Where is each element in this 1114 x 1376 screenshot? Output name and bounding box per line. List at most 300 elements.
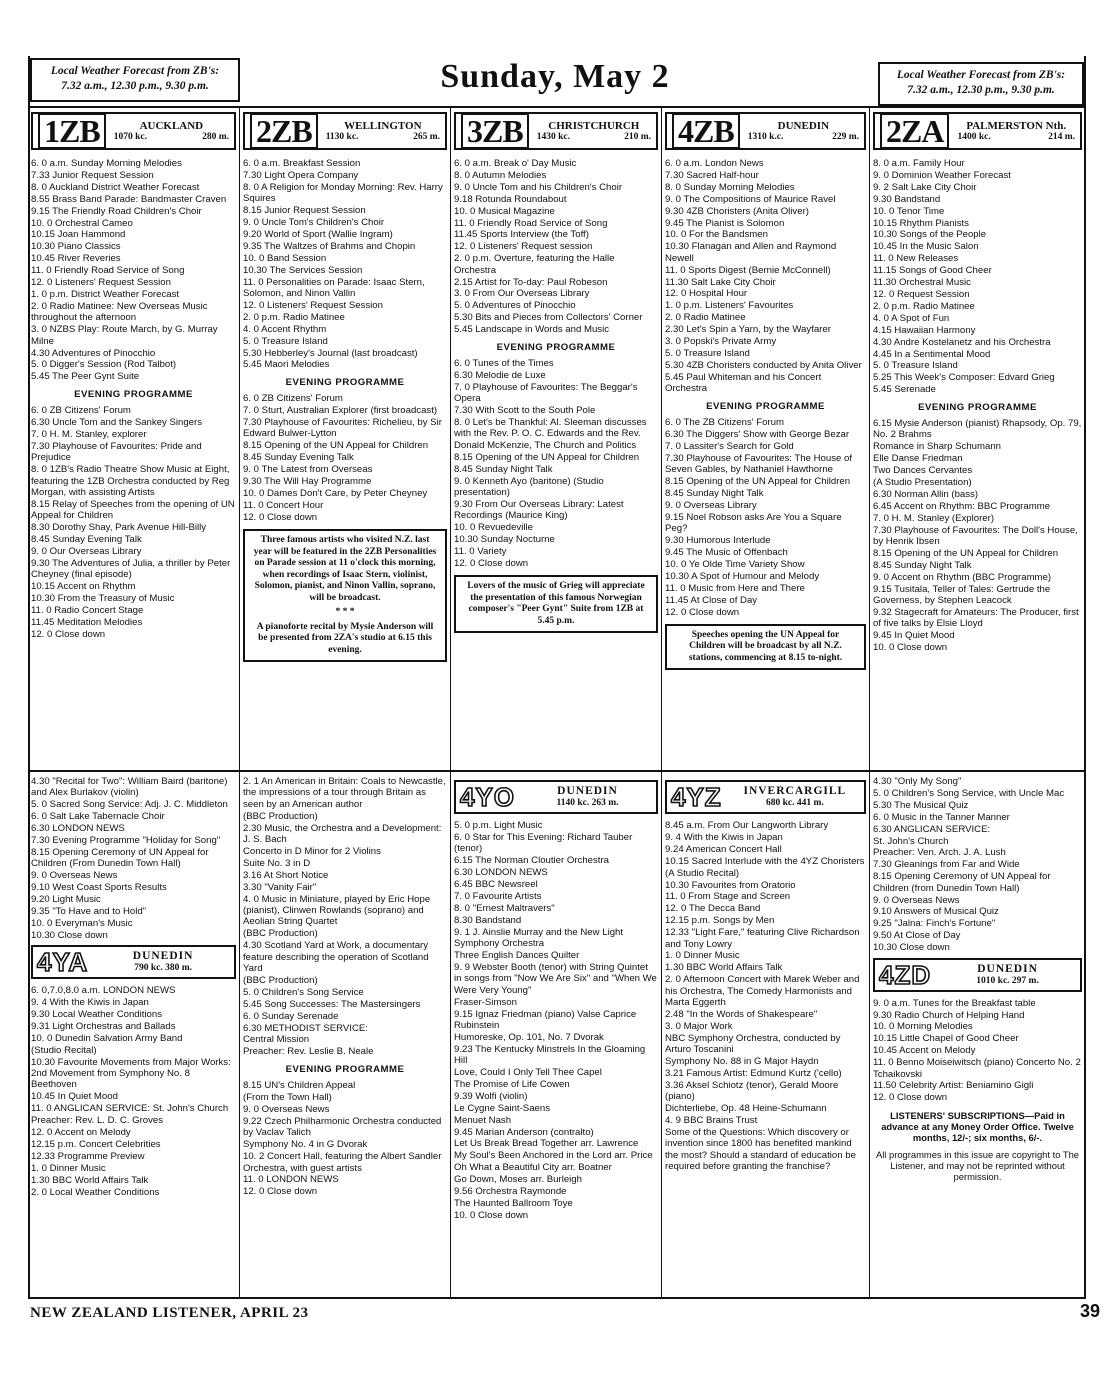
schedule-item: 4. 0 Accent Rhythm (243, 323, 327, 335)
schedule-item: 9.15 The Friendly Road Children's Choir (31, 205, 202, 217)
schedule-item: 6. 0 a.m. Breakfast Session (243, 158, 361, 169)
schedule-item: 10.30 From the Treasury of Music (31, 593, 175, 605)
schedule-item: 11. 0 Music from Here and There (665, 582, 805, 594)
schedule-item: 9.20 Light Music (31, 894, 101, 906)
schedule-item: 8. 0 Autumn Melodies (454, 169, 547, 181)
schedule-item: 2. 0 Radio Matinee: New Overseas Music throughout the afternoon (31, 300, 208, 324)
schedule-item: Fraser-Simson (454, 996, 517, 1008)
schedule-item: 12. 0 Listeners' Request Session (243, 299, 383, 311)
station-callsign: 1ZB (38, 113, 106, 149)
schedule-item: 8.30 Bandstand (454, 914, 522, 926)
schedule-item: 9.32 Stagecraft for Amateurs: The Producer, first of five talks by Elsie Lloyd (873, 607, 1079, 630)
section-heading: EVENING PROGRAMME (74, 388, 193, 400)
schedule-item: (BBC Production) (243, 810, 318, 822)
station-metres: 265 m. (413, 131, 440, 142)
schedule-item: My Soul's Been Anchored in the Lord arr. Price (454, 1150, 653, 1162)
schedule-item: 9. 4 With the Kiwis in Japan (665, 831, 783, 843)
schedule-item: Suite No. 3 in D (243, 857, 311, 869)
schedule-item: 8.15 Junior Request Session (243, 205, 366, 217)
schedule-item: 6.30 Uncle Tom and the Sankey Singers (31, 417, 203, 429)
programme-note (243, 529, 447, 662)
schedule-item: St. John's Church (873, 835, 949, 847)
schedule-item: 8.45 Sunday Evening Talk (243, 452, 354, 464)
station-city: DUNEDIN (977, 962, 1038, 975)
station-header (873, 112, 1082, 150)
schedule-item: 10.15 Rhythm Pianists (873, 217, 969, 229)
schedule-item: 2. 0 Afternoon Concert with Marek Weber and his Orchestra, The Comedy Harmonists and Marta Eggerth (665, 974, 860, 1009)
schedule-item: 3. 0 NZBS Play: Route March, by G. Murray Milne (31, 324, 218, 347)
station-name-block (748, 120, 859, 143)
schedule-item: 8. 0 Sunday Morning Melodies (665, 181, 795, 193)
schedule-item: 5.30 The Musical Quiz (873, 799, 969, 811)
schedule-item: 10.45 Accent on Melody (873, 1045, 976, 1057)
station-callsign: 4YA (37, 947, 89, 978)
station-callsign: 2ZA (880, 113, 949, 149)
schedule-item: 11.45 Meditation Melodies (31, 616, 143, 628)
schedule-item: 11. 0 Concert Hour (243, 499, 324, 511)
schedule-item: Dichterliebe, Op. 48 Heine-Schumann (665, 1103, 827, 1115)
column-4ya (31, 776, 236, 1294)
right-rule (1084, 56, 1086, 1299)
station-name-block (537, 120, 651, 143)
section-heading: EVENING PROGRAMME (496, 341, 616, 353)
schedule-item: 12.33 Programme Preview (31, 1150, 145, 1162)
schedule-item: 2. 0 p.m. Overture, featuring the Halle Orchestra (454, 253, 615, 276)
schedule-item: 7.30 Playhouse of Favourites: The House of Seven Gables, by Nathaniel Hawthorne (665, 452, 853, 476)
schedule-item: 2. 0 Local Weather Conditions (31, 1186, 160, 1198)
schedule-item: 5.45 Landscape in Words and Music (454, 324, 610, 336)
schedule-item: 6. 0 ZB Citizens' Forum (243, 393, 343, 405)
station-name-block (96, 950, 230, 974)
schedule-item: 7.30 With Scott to the South Pole (454, 405, 596, 417)
station-name-block (730, 785, 860, 809)
schedule-item: 9.30 Radio Church of Helping Hand (873, 1009, 1025, 1021)
schedule-item: 11.30 Salt Lake City Choir (665, 276, 776, 288)
schedule-item: 7.30 Playhouse of Favourites: Richelieu, by Sir Edward Bulwer-Lytton (243, 417, 442, 440)
station-callsign: 3ZB (461, 113, 529, 149)
schedule-item: 10. 0 Dames Don't Care, by Peter Cheyney (243, 487, 428, 499)
schedule-item: (A Studio Recital) (665, 867, 740, 879)
schedule-item: 8.55 Brass Band Parade: Bandmaster Craven (31, 193, 227, 205)
footer-masthead: NEW ZEALAND LISTENER, APRIL 23 (30, 1305, 309, 1321)
station-frequency (326, 132, 440, 143)
schedule-item: 10. 0 Close down (454, 1209, 529, 1221)
schedule-item: NBC Symphony Orchestra, conducted by Arturo Toscanini (665, 1032, 841, 1056)
schedule-item: 12. 0 Close down (873, 1092, 948, 1104)
schedule-item: 12.15 p.m. Songs by Men (665, 915, 775, 927)
weather-box-left (30, 58, 240, 102)
schedule-item: 6. 0 Music in the Tanner Manner (873, 811, 1010, 823)
schedule-item: 10.30 The Services Session (243, 264, 363, 276)
schedule-item: 9.30 Bandstand (873, 193, 941, 205)
station-header (31, 945, 236, 979)
schedule-item: 6.30 Melodie de Luxe (454, 369, 546, 381)
schedule-item: 3.16 At Short Notice (243, 869, 329, 881)
schedule-item: 9.45 Marian Anderson (contralto) (454, 1126, 594, 1138)
schedule-item: 7.30 Playhouse of Favourites: The Doll's House, by Henrik Ibsen (873, 524, 1078, 548)
copyright-notice: All programmes in this issue are copyright to The Listener, and may not be reprinted without permission. (875, 1148, 1080, 1182)
station-city: DUNEDIN (132, 950, 194, 963)
schedule-item: 6. 0,7.0,8.0 a.m. LONDON NEWS (31, 985, 176, 997)
schedule-item: 4. 0 Music in Miniature, played by Eric Hope (pianist), Clinwen Rowlands (soprano) and Aeolian String Quartet (243, 893, 431, 928)
schedule-item: 9.39 Wolfi (violin) (454, 1090, 528, 1102)
top-rule (28, 106, 1086, 108)
schedule-item: 7.30 Evening Programme "Holiday for Song" (31, 835, 221, 847)
schedule-item: 6.30 Norman Allin (bass) (873, 488, 979, 500)
schedule-item: 9.56 Orchestra Raymonde (454, 1186, 567, 1198)
section-heading: EVENING PROGRAMME (285, 1063, 405, 1075)
schedule-item: 12. 0 Close down (243, 1186, 318, 1198)
schedule-item: 9. 0 Overseas News (873, 894, 960, 906)
schedule-item: 2. 0 Radio Matinee (665, 312, 746, 324)
station-name-block (326, 120, 440, 143)
schedule-item: 9.15 Noel Robson asks Are You a Square Peg? (665, 511, 842, 535)
schedule-item: Elle Danse Friedman (873, 453, 963, 465)
station-metres: 210 m. (624, 131, 651, 142)
weather-box-right (878, 62, 1084, 106)
schedule-item: 8.45 a.m. From Our Langworth Library (665, 820, 829, 831)
section-heading: EVENING PROGRAMME (285, 376, 405, 388)
schedule-item: 8.15 Opening of the UN Appeal for Children (873, 548, 1059, 559)
station-city: DUNEDIN (557, 785, 618, 797)
station-callsign: 4ZD (879, 959, 932, 990)
station-kc: 1310 k.c. (747, 131, 784, 142)
section-heading: EVENING PROGRAMME (706, 400, 825, 412)
schedule-item: 9. 0 a.m. Tunes for the Breakfast table (873, 997, 1036, 1009)
schedule-item: 3. 0 Major Work (665, 1020, 733, 1032)
station-frequency: 680 kc. 441 m. (765, 798, 824, 808)
schedule-item: 12. 0 Close down (31, 628, 106, 640)
station-column-2za (873, 112, 1082, 768)
schedule-item: 6.30 ANGLICAN SERVICE: (873, 823, 991, 835)
schedule-item: 5.45 Song Successes: The Mastersingers (243, 998, 421, 1010)
schedule-item: Three English Dances Quilter (454, 949, 580, 961)
schedule-item: Go Down, Moses arr. Burleigh (454, 1174, 582, 1186)
schedule-item: 11. 0 Benno Moiseiwitsch (piano) Concerto No. 2 Tchaikovski (873, 1057, 1081, 1080)
schedule-item: 4.30 "Recital for Two": William Baird (baritone) and Alex Burlakov (violin) (31, 776, 228, 799)
schedule-item: 9.15 Ignaz Friedman (piano) Valse Caprice Rubinstein (454, 1008, 637, 1031)
schedule-item: 7.30 Light Opera Company (243, 169, 359, 181)
schedule-item: 8. 0 Auckland District Weather Forecast (31, 181, 200, 193)
schedule-item: 9.25 "Jalna: Finch's Fortune" (873, 918, 996, 930)
schedule-item: 9.35 "To Have and to Hold" (31, 905, 147, 917)
schedule-item: 6.15 Mysie Anderson (pianist) Rhapsody, Op. 79, No. 2 Brahms (873, 418, 1082, 441)
schedule-item: 11.30 Orchestral Music (873, 277, 971, 289)
schedule-item: 9.22 Czech Philharmonic Orchestra conducted by Vaclav Talich (243, 1115, 442, 1139)
station-city: CHRISTCHURCH (548, 119, 640, 132)
station-column-2zb (243, 112, 447, 768)
schedule-item: 10.30 A Spot of Humour and Melody (665, 570, 820, 582)
schedule-item: 2.30 Let's Spin a Yarn, by the Wayfarer (665, 324, 831, 336)
schedule-item: 12.15 p.m. Concert Celebrities (31, 1138, 161, 1150)
schedule-item: 9. 2 Salt Lake City Choir (873, 181, 977, 193)
schedule-item: 11. 0 LONDON NEWS (243, 1174, 339, 1186)
schedule-item: 9.30 Humorous Interlude (665, 535, 771, 547)
schedule-item: 8. 0 A Religion for Monday Morning: Rev. Harry Squires (243, 181, 443, 205)
schedule-item: 4.30 Andre Kostelanetz and his Orchestra (873, 336, 1051, 348)
station-header (243, 112, 447, 150)
schedule-item: 1. 0 Dinner Music (665, 950, 740, 962)
schedule-item: 12. 0 Close down (454, 557, 529, 569)
schedule-item: 2. 0 p.m. Radio Matinee (243, 311, 345, 323)
schedule-item: 11. 0 Friendly Road Service of Song (31, 265, 185, 277)
schedule-item: 9.30 From Our Overseas Library: Latest Recordings (Maurice King) (454, 498, 624, 522)
schedule-item: 9.45 The Pianist is Solomon (665, 217, 785, 229)
col-rule (661, 106, 662, 1297)
schedule-item: 5.45 Maori Melodies (243, 359, 330, 371)
schedule-item: 10. 0 For the Bandsmen (665, 229, 768, 241)
schedule-item: 9.20 World of Sport (Wallie Ingram) (243, 228, 393, 240)
schedule-item: Symphony No. 4 in G Dvorak (243, 1139, 368, 1151)
schedule-item: 10.30 Close down (31, 929, 108, 941)
column-4yo (454, 776, 658, 1294)
schedule-item: 9.30 4ZB Choristers (Anita Oliver) (665, 205, 809, 217)
station-kc: 1130 kc. (325, 131, 359, 142)
schedule-item: 4. 0 A Spot of Fun (873, 312, 950, 324)
schedule-item: 5. 0 Digger's Session (Rod Talbot) (31, 359, 177, 371)
schedule-item: 4.30 Scotland Yard at Work, a documentary feature describing the operation of Scotland Yard (243, 940, 429, 974)
schedule-item: 3. 0 Popski's Private Army (665, 336, 777, 348)
schedule-item: 5.30 Hebberley's Journal (last broadcast) (243, 347, 418, 359)
schedule-item: 9.30 The Will Hay Programme (243, 476, 372, 488)
column-4zd (873, 776, 1082, 1294)
schedule-item: 1.30 BBC World Affairs Talk (31, 1174, 149, 1186)
schedule-item: 4.30 Adventures of Pinocchio (31, 347, 156, 359)
schedule-item: 10.30 Favourite Movements from Major Works: 2nd Movement from Symphony No. 8 Beethoven (31, 1056, 231, 1091)
schedule-item: Central Mission (243, 1034, 310, 1046)
station-callsign: 4YO (460, 782, 516, 812)
schedule-item: Some of the Questions: Which discovery or invention since 1800 has benefited mankind the most? Should a standard of education be required before granting the franchise? (665, 1127, 856, 1173)
schedule-item: 11.50 Celebrity Artist: Beniamino Gigli (873, 1080, 1034, 1092)
schedule-item: 7. 0 Favourite Artists (454, 890, 542, 902)
schedule-item: 1. 0 p.m. District Weather Forecast (31, 288, 180, 300)
schedule-item: 1. 0 p.m. Listeners' Favourites (665, 300, 794, 312)
schedule-item: 12. 0 Request Session (873, 288, 970, 300)
schedule-item: 9.24 American Concert Hall (665, 843, 782, 855)
schedule-item: The Haunted Ballroom Toye (454, 1198, 573, 1209)
schedule-item: 10. 0 Revuedeville (454, 522, 533, 534)
schedule-item: 8.15 Opening Ceremony of UN Appeal for Children (From Dunedin Town Hall) (31, 846, 209, 870)
weather-line-2: 7.32 a.m., 12.30 p.m., 9.30 p.m. (907, 84, 1055, 96)
schedule-item: 9. 0 Uncle Tom's Children's Choir (243, 217, 385, 229)
schedule-item: 11. 0 From Stage and Screen (665, 891, 791, 903)
station-header (665, 780, 866, 814)
schedule-item: 2. 1 An American in Britain: Coals to Newcastle, the impressions of a tour through Britain as seen by an American author (243, 776, 446, 810)
subscriptions-notice: LISTENERS' SUBSCRIPTIONS—Paid in advance at any Money Order Office. Twelve months, 12/-; six months, 6/-. (881, 1109, 1074, 1143)
schedule-item: 9. 0 Kenneth Ayo (baritone) (Studio presentation) (454, 475, 604, 498)
schedule-item: Humoreske, Op. 101, No. 7 Dvorak (454, 1031, 604, 1043)
schedule-item: Le Cygne Saint-Saens (454, 1102, 550, 1114)
schedule-item: 8.45 Sunday Night Talk (665, 487, 764, 499)
schedule-item: 6. 0 Tunes of the Times (454, 358, 554, 369)
schedule-item: 10.45 In Quiet Mood (31, 1091, 118, 1103)
station-city: PALMERSTON Nth. (966, 119, 1067, 132)
schedule-item: 6.30 LONDON NEWS (454, 867, 548, 879)
schedule-item: 9.45 In Quiet Mood (873, 630, 955, 642)
schedule-item: 6. 0 Sunday Serenade (243, 1010, 339, 1022)
schedule-item: 8.45 Sunday Night Talk (873, 559, 972, 571)
schedule-item: 7. 0 Sturt, Australian Explorer (first broadcast) (243, 405, 438, 417)
programme-note (454, 575, 658, 633)
left-rule (28, 56, 30, 1299)
schedule-item: 12.33 "Light Fare," featuring Clive Richardson and Tony Lowry (665, 927, 860, 950)
note-divider: * * * (335, 607, 355, 618)
schedule-item: 10.15 Accent on Rhythm (31, 581, 136, 593)
schedule-item: 6. 0 a.m. Sunday Morning Melodies (31, 158, 182, 169)
schedule-item: (BBC Production) (243, 974, 318, 986)
schedule-item: Oh What a Beautiful City arr. Boatner (454, 1162, 612, 1174)
schedule-item: 4.45 In a Sentimental Mood (873, 348, 991, 360)
schedule-item: 12. 0 Close down (243, 511, 318, 523)
schedule-item: Preacher: Ven. Arch. J. A. Lush (873, 847, 1006, 859)
station-column-1zb (31, 112, 236, 768)
section-heading: EVENING PROGRAMME (918, 401, 1037, 413)
schedule-item: 11. 0 Sports Digest (Bernie McConnell) (665, 264, 831, 276)
schedule-item: 12. 0 Listeners' Request session (454, 241, 593, 253)
schedule-item: 8. 0 Let's be Thankful: Al. Sleeman discusses with the Rev. P. O. C. Edwards and the Rev. Donald McKenzie, The Church and Politics (454, 417, 647, 451)
schedule-item: 9.35 The Waltzes of Brahms and Chopin (243, 240, 416, 252)
schedule-item: 5. 0 Children's Song Service (243, 986, 364, 998)
schedule-item: 10.45 In the Music Salon (873, 241, 979, 253)
schedule-item: 11. 0 ANGLICAN SERVICE: St. John's Church (31, 1103, 229, 1115)
schedule-item: 6.45 Accent on Rhythm: BBC Programme (873, 500, 1051, 512)
schedule-item: 8.45 Sunday Night Talk (454, 463, 553, 475)
schedule-item: 9. 0 Overseas News (243, 1103, 330, 1115)
station-column-4zb (665, 112, 866, 768)
schedule-item: 11. 0 New Releases (873, 253, 959, 265)
schedule-item: 9. 0 Overseas Library (665, 499, 757, 511)
schedule-item: 10.30 Flanagan and Allen and Raymond Newell (665, 241, 837, 264)
schedule-item: 10. 0 Close down (873, 642, 948, 654)
schedule-item: Preacher: Rev. Leslie B. Neale (243, 1046, 374, 1058)
schedule-item: 6.45 BBC Newsreel (454, 879, 538, 891)
schedule-item: 9.10 West Coast Sports Results (31, 882, 167, 894)
schedule-item: 3. 0 From Our Overseas Library (454, 288, 590, 300)
station-kc: 1400 kc. (957, 131, 991, 142)
schedule-item: 11. 0 Personalities on Parade: Isaac Stern, Solomon, and Ninon Vallin (243, 276, 425, 299)
schedule-item: 8.30 Dorothy Shay, Park Avenue Hill-Billy (31, 522, 207, 534)
station-kc: 1070 kc. (113, 131, 147, 142)
schedule-item: 2.30 Music, the Orchestra and a Development: J. S. Bach (243, 822, 442, 846)
schedule-item: 10.15 Sacred Interlude with the 4YZ Choristers (665, 855, 865, 867)
schedule-item: (BBC Production) (243, 928, 318, 940)
station-callsign: 4YZ (671, 782, 722, 812)
schedule-item: 7.30 Playhouse of Favourites: Pride and Prejudice (31, 440, 202, 464)
station-name-block (523, 785, 652, 809)
station-frequency (957, 132, 1075, 143)
schedule-item: The Promise of Life Cowen (454, 1078, 570, 1090)
note-text: A pianoforte recital by Mysie Anderson will be presented from 2ZA's studio at 6.15 this evening. (256, 621, 434, 655)
schedule-item: 4.30 "Only My Song" (873, 776, 962, 787)
schedule-item: 9.23 The Kentucky Minstrels In the Gloaming Hill (454, 1043, 646, 1067)
schedule-item: 5. 0 Adventures of Pinocchio (454, 300, 576, 312)
schedule-item: 4. 9 BBC Brains Trust (665, 1115, 758, 1127)
schedule-item: Concerto in D Minor for 2 Violins (243, 845, 381, 857)
schedule-item: 5. 0 Children's Song Service, with Uncle Mac (873, 787, 1065, 799)
station-name-block (939, 963, 1076, 987)
note-text: Speeches opening the UN Appeal for Children will be broadcast by all N.Z. stations, commencing at 8.15 to-night. (688, 629, 843, 663)
station-header (31, 112, 236, 150)
schedule-item: 9.45 The Music of Offenbach (665, 547, 788, 558)
schedule-item: 5.30 4ZB Choristers conducted by Anita Oliver (665, 359, 862, 371)
schedule-item: 7.30 Gleanings from Far and Wide (873, 859, 1020, 871)
schedule-item: 10.30 Piano Classics (31, 241, 121, 253)
schedule-item: 10. 0 Ye Olde Time Variety Show (665, 558, 805, 570)
bottom-rule (28, 1297, 1086, 1299)
schedule-item: 5.45 The Peer Gynt Suite (31, 371, 140, 383)
schedule-item: 8. 0 a.m. Family Hour (873, 158, 965, 169)
schedule-item: 10. 0 Tenor Time (873, 205, 945, 217)
note-text: Lovers of the music of Grieg will appreciate the presentation of this famous Norwegian composer's "Peer Gynt" Suite from 1ZB at 5.45 p.m. (467, 581, 645, 626)
schedule-item: 5. 0 Sacred Song Service: Adj. J. C. Middleton (31, 799, 228, 811)
schedule-item: 2. 0 p.m. Radio Matinee (873, 300, 975, 312)
schedule-item: 7. 0 Playhouse of Favourites: The Beggar's Opera (454, 381, 638, 405)
schedule-item: 8. 0 "Ernest Maltravers" (454, 902, 555, 914)
schedule-item: 9. 9 Webster Booth (tenor) with String Quintet in songs from "Now We Are Six" and "When We Were Very Young" (454, 961, 657, 996)
schedule-item: 9. 0 The Compositions of Maurice Ravel (665, 193, 836, 205)
schedule-item: 9. 0 Uncle Tom and his Children's Choir (454, 181, 623, 193)
schedule-item: 6. 0 a.m. London News (665, 158, 764, 169)
schedule-item: 9. 1 J. Ainslie Murray and the New Light Symphony Orchestra (454, 926, 624, 950)
schedule-item: 4.15 Hawaiian Harmony (873, 324, 976, 336)
station-frequency (114, 132, 229, 143)
schedule-item: 10. 0 Dunedin Salvation Army Band (31, 1032, 183, 1044)
schedule-item: 5.45 Paul Whiteman and his Concert Orchestra (665, 371, 822, 395)
col-rule (869, 106, 870, 1297)
station-header (665, 112, 866, 150)
station-metres: 280 m. (202, 131, 229, 142)
station-frequency: 1010 kc. 297 m. (976, 975, 1039, 986)
station-metres: 229 m. (832, 131, 859, 142)
schedule-item: 7.30 Sacred Half-hour (665, 169, 759, 181)
schedule-item: 3.36 Aksel Schiotz (tenor), Gerald Moore (piano) (665, 1079, 839, 1103)
station-city: INVERCARGILL (743, 785, 847, 797)
schedule-item: 6. 0 a.m. Break o' Day Music (454, 158, 577, 169)
schedule-item: 6.30 METHODIST SERVICE: (243, 1022, 368, 1034)
schedule-item: 9.15 Tusitala, Teller of Tales: Gertrude the Governess, by Stephen Leacock (873, 583, 1051, 607)
station-header (454, 112, 658, 150)
schedule-item: 5.45 Serenade (873, 384, 936, 396)
schedule-item: 11.45 Sports Interview (the Toff) (454, 229, 589, 241)
programme-note (665, 624, 866, 671)
station-callsign: 4ZB (672, 113, 740, 149)
schedule-item: 6.30 The Diggers' Show with George Bezar (665, 428, 850, 440)
page-title: Sunday, May 2 (440, 58, 670, 95)
schedule-item: 12. 0 Hospital Hour (665, 288, 748, 300)
schedule-item: (From the Town Hall) (243, 1092, 332, 1104)
schedule-item: 3.30 "Vanity Fair" (243, 881, 317, 893)
schedule-item: (A Studio Presentation) (873, 477, 972, 489)
station-city: AUCKLAND (139, 119, 204, 132)
schedule-item: 8.15 Opening of the UN Appeal for Children (665, 476, 851, 488)
schedule-item: 11. 0 Friendly Road Service of Song (454, 217, 608, 229)
schedule-item: 6.15 The Norman Cloutier Orchestra (454, 855, 609, 867)
schedule-item: 6. 0 Star for This Evening: Richard Tauber (tenor) (454, 831, 633, 855)
station-metres: 214 m. (1048, 131, 1075, 142)
column-4ya-continued (243, 776, 447, 1294)
mid-rule (28, 770, 1086, 772)
schedule-item: 8.45 Sunday Evening Talk (31, 534, 142, 546)
station-name-block (114, 120, 229, 143)
schedule-item: 10.30 Favourites from Oratorio (665, 879, 796, 891)
schedule-item: Let Us Break Bread Together arr. Lawrence (454, 1138, 639, 1150)
schedule-item: 6.30 LONDON NEWS (31, 823, 125, 835)
station-header (873, 958, 1082, 992)
schedule-item: 10. 0 Morning Melodies (873, 1021, 973, 1033)
station-frequency (748, 132, 859, 143)
schedule-item: 10.45 River Reveries (31, 253, 121, 265)
schedule-item: 10.30 Songs of the People (873, 229, 987, 241)
